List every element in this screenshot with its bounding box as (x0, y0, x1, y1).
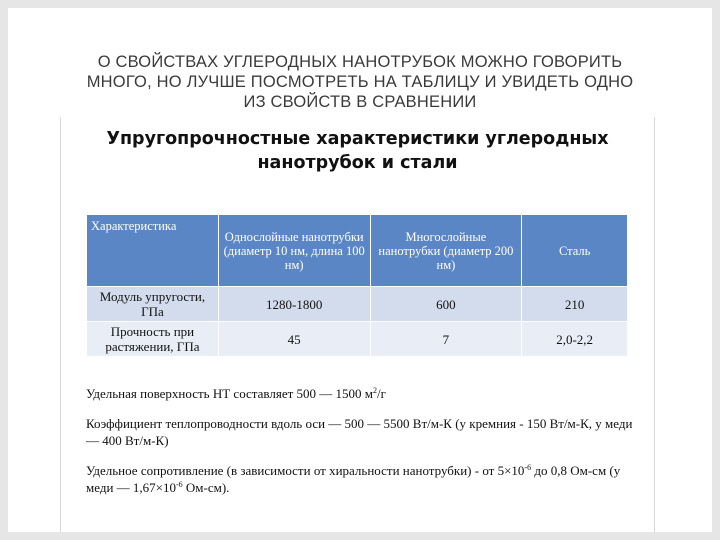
properties-table (86, 214, 628, 357)
table-cell: 45 (218, 322, 370, 357)
table-header-cell: Характеристика (87, 215, 219, 287)
properties-notes (86, 385, 634, 509)
note-specific-surface (86, 385, 634, 402)
table-cell: Модуль упругости, ГПа (87, 287, 219, 322)
slide-title (28, 52, 692, 112)
slide-title-line: ИЗ СВОЙСТВ В СРАВНЕНИИ (243, 93, 477, 111)
note-superscript: 2 (373, 386, 378, 395)
note-thermal-conductivity: Коэффициент теплопроводности вдоль оси — 500 — 5500 Вт/м-К (у кремния - 150 Вт/м-К, у меди — 400 Вт/м-К) (86, 416, 633, 448)
table-cell: 1280-1800 (218, 287, 370, 322)
table-cell: 2,0-2,2 (522, 322, 628, 357)
table-row (87, 287, 628, 322)
note-text: до 0,8 Ом-см (у меди — 1,67×10 (86, 463, 621, 495)
table-cell: Прочность при растяжении, ГПа (87, 322, 219, 357)
note-resistivity (86, 462, 634, 496)
table-row (87, 322, 628, 357)
slide-title-line: О СВОЙСТВАХ УГЛЕРОДНЫХ НАНОТРУБОК МОЖНО ГОВОРИТЬ (97, 53, 623, 71)
note-text: /г (377, 386, 386, 401)
table-header-cell: Сталь (522, 215, 628, 287)
content-image-panel (60, 117, 655, 532)
note-superscript: -6 (524, 463, 532, 472)
note-text: Удельное сопротивление (в зависимости от хиральности нанотрубки) - от 5×10 (86, 463, 525, 478)
table-cell: 600 (370, 287, 522, 322)
table-cell: 210 (522, 287, 628, 322)
panel-heading (61, 127, 654, 175)
table-header-cell: Однослойные нанотрубки (диаметр 10 нм, длина 100 нм) (218, 215, 370, 287)
panel-heading-line: Упругопрочностные характеристики углеродных (106, 129, 609, 149)
slide-title-line: МНОГО, НО ЛУЧШЕ ПОСМОТРЕТЬ НА ТАБЛИЦУ И УВИДЕТЬ ОДНО (86, 73, 634, 91)
table-header-cell: Многослойные нанотрубки (диаметр 200 нм) (370, 215, 522, 287)
note-text: Удельная поверхность НТ составляет 500 — 1500 м (86, 386, 374, 401)
table-header-row (87, 215, 628, 287)
note-superscript: -6 (175, 480, 183, 489)
table-cell: 7 (370, 322, 522, 357)
note-text: Ом-см). (182, 480, 230, 495)
panel-heading-line: нанотрубок и стали (257, 153, 458, 173)
